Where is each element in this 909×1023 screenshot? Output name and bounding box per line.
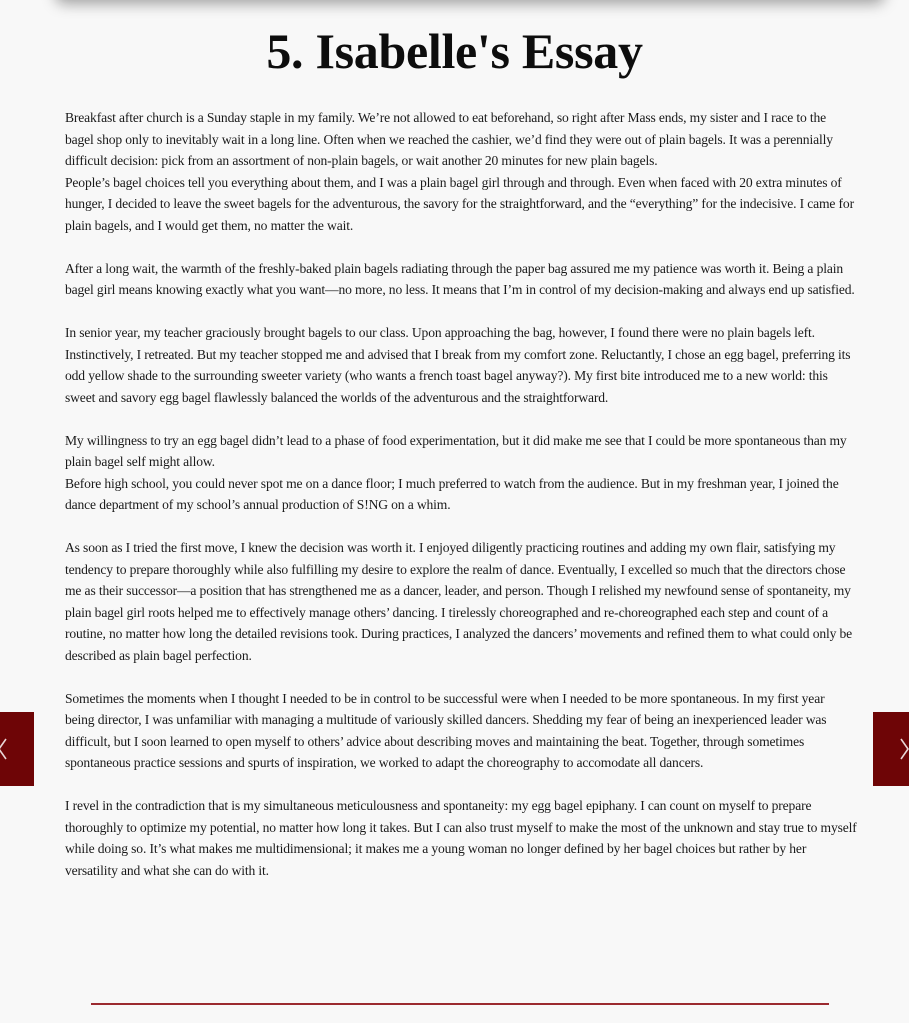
essay-body — [65, 107, 857, 881]
next-button[interactable] — [873, 712, 909, 786]
paragraph-gap — [65, 236, 857, 258]
essay-paragraph: I revel in the contradiction that is my simultaneous meticulousness and spontaneity: my egg bagel epiphany. I can count on myself to prepare thoroughly to optimize my potential, no matter how long it takes. But I can also trust myself to make the most of the unknown and stay true to myself while doing so. It’s what makes me multidimensional; it makes me a young woman no longer defined by her bagel choices but rather by her versatility and what she can do with it. — [65, 798, 857, 878]
essay-paragraph: As soon as I tried the first move, I knew the decision was worth it. I enjoyed diligently practicing routines and adding my own flair, satisfying my tendency to prepare thoroughly while also fulfilling my desire to explore the realm of dance. Eventually, I excelled so much that the directors chose me as their successor—a position that has strengthened me as a dancer, leader, and person. Though I relished my newfound sense of spontaneity, my plain bagel girl roots helped me to effectively manage others’ dancing. I tirelessly choreographed and re-choreographed each step and count of a routine, no matter how long the detailed revisions took. During practices, I analyzed the dancers’ movements and refined them to what could only be described as plain bagel perfection. — [65, 540, 853, 663]
essay-paragraph: Breakfast after church is a Sunday staple in my family. We’re not allowed to eat beforehand, so right after Mass ends, my sister and I race to the bagel shop only to inevitably wait in a long line. Often when we reached the cashier, we’d find they were out of plain bagels. It was a perennially difficult decision: pick from an assortment of non-plain bagels, or wait another 20 minutes for new plain bagels. — [65, 110, 833, 168]
paragraph-gap — [65, 408, 857, 430]
chevron-right-icon — [899, 737, 909, 761]
page-title: 5. Isabelle's Essay — [266, 23, 643, 79]
essay-paragraph: People’s bagel choices tell you everything about them, and I was a plain bagel girl through and through. Even when faced with 20 extra minutes of hunger, I decided to leave the sweet bagels for the adventurous, the savory for the straightforward, and the “everything” for the indecisive. I came for plain bagels, and I would get them, no matter the wait. — [65, 174, 854, 233]
paragraph-gap — [65, 516, 857, 538]
essay-paragraph: My willingness to try an egg bagel didn’t lead to a phase of food experimentation, but it did make me see that I could be more spontaneous than my plain bagel self might allow. — [65, 432, 847, 469]
divider-line — [91, 1003, 829, 1005]
essay-paragraph: In senior year, my teacher graciously brought bagels to our class. Upon approaching the bag, however, I found there were no plain bagels left. Instinctively, I retreated. But my teacher stopped me and advised that I break from my comfort zone. Reluctantly, I chose an egg bagel, preferring its odd yellow shade to the surrounding sweeter variety (who wants a french toast bagel anyway?). My first bite introduced me to a new world: this sweet and savory egg bagel flawlessly balanced the worlds of the adventurous and the straightforward. — [65, 325, 851, 405]
chevron-left-icon — [0, 737, 8, 761]
essay-paragraph: Before high school, you could never spot me on a dance floor; I much preferred to watch from the audience. But in my freshman year, I joined the dance department of my school’s annual production of S!NG on a whim. — [65, 475, 839, 512]
paragraph-gap — [65, 666, 857, 688]
essay-paragraph: After a long wait, the warmth of the freshly-baked plain bagels radiating through the paper bag assured me my patience was worth it. Being a plain bagel girl means knowing exactly what you want—no more, no less. It means that I’m in control of my decision-making and always end up satisfied. — [65, 260, 855, 297]
essay-paragraph: Sometimes the moments when I thought I needed to be in control to be successful were when I needed to be more spontaneous. In my first year being director, I was unfamiliar with managing a multitude of variously skilled dancers. Shedding my fear of being an inexperienced leader was difficult, but I soon learned to open myself to others’ advice about describing moves and maintaining the beat. Together, through sometimes spontaneous practice sessions and spurts of inspiration, we worked to adapt the choreography to accomodate all dancers. — [65, 690, 827, 770]
previous-button[interactable] — [0, 712, 34, 786]
paragraph-gap — [65, 774, 857, 796]
paragraph-gap — [65, 301, 857, 323]
